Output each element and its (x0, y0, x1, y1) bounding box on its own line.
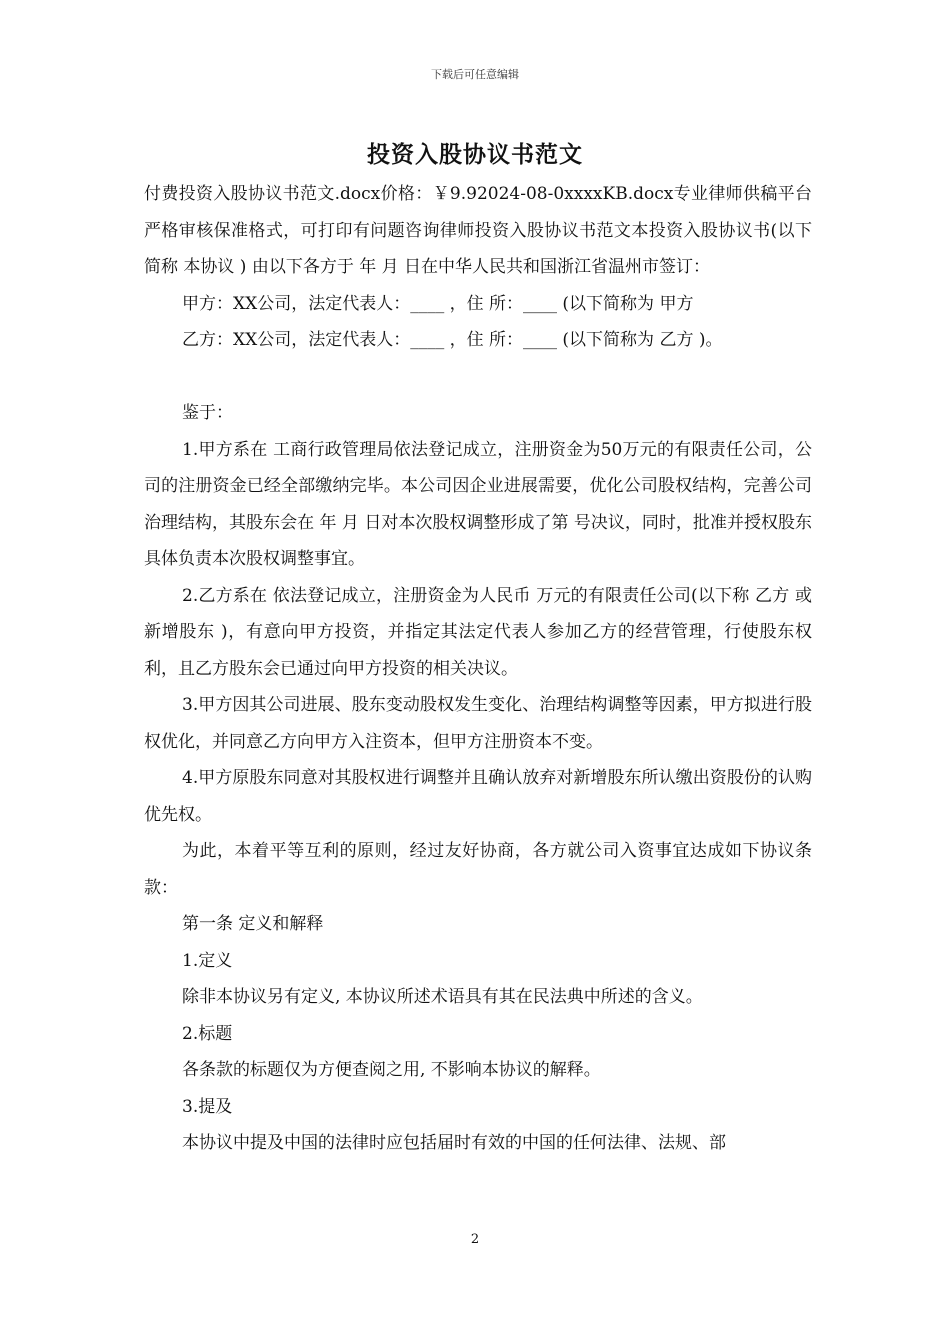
recital-1: 1.甲方系在 工商行政管理局依法登记成立，注册资金为50万元的有限责任公司，公司的注册资金已经全部缴纳完毕。本公司因企业进展需要，优化公司股权结构，完善公司治理结构，其股东会在 年 月 日对本次股权调整形成了第 号决议，同时，批准并授权股东 具体负责本次股权调整事宜。 (144, 439, 812, 569)
header-note: 下载后可任意编辑 (431, 68, 519, 81)
article-1-title: 第一条 定义和解释 (182, 914, 324, 934)
item-1-title: 1.定义 (182, 950, 233, 971)
item-3-text: 本协议中提及中国的法律时应包括届时有效的中国的任何法律、法规、部 (182, 1133, 726, 1153)
whereas-heading: 鉴于： (182, 403, 233, 423)
item-1-text: 除非本协议另有定义, 本协议所述术语具有其在民法典中所述的含义。 (182, 987, 703, 1007)
agreement-intro: 为此，本着平等互利的原则，经过友好协商，各方就公司入资事宜达成如下协议条款： (144, 841, 812, 898)
recital-3: 3.甲方因其公司进展、股东变动股权发生变化、治理结构调整等因素，甲方拟进行股权优化，并同意乙方向甲方入注资本，但甲方注册资本不变。 (144, 695, 812, 752)
recital-4: 4.甲方原股东同意对其股权进行调整并且确认放弃对新增股东所认缴出资股份的认购优先权。 (144, 768, 812, 825)
party-a-paragraph: 甲方：XX公司，法定代表人：____ ，住 所：____ (以下简称为 甲方 (182, 293, 694, 314)
intro-paragraph: 付费投资入股协议书范文.docx价格：￥9.92024-08-0xxxxKB.docx专业律师供稿平台严格审核保准格式，可打印有问题咨询律师投资入股协议书范文本投资入股协议书(以下简称 本协议 ) 由以下各方于 年 月 日在中华人民共和国浙江省温州市签订： (144, 184, 812, 277)
party-b-paragraph: 乙方：XX公司，法定代表人：____ ，住 所：____ (以下简称为 乙方 )。 (182, 330, 723, 350)
document-title: 投资入股协议书范文 (367, 141, 583, 168)
item-2-title: 2.标题 (182, 1023, 233, 1044)
item-2-text: 各条款的标题仅为方便查阅之用, 不影响本协议的解释。 (182, 1060, 601, 1080)
document-body (144, 176, 812, 1162)
recital-2: 2.乙方系在 依法登记成立，注册资金为人民币 万元的有限责任公司(以下称 乙方 或 新增股东 )，有意向甲方投资，并指定其法定代表人参加乙方的经营管理，行使股东权利，且乙方股东会已通过向甲方投资的相关决议。 (144, 585, 812, 679)
blank-line (144, 359, 812, 396)
item-3-title: 3.提及 (182, 1096, 233, 1117)
page-number: 2 (470, 1232, 480, 1247)
